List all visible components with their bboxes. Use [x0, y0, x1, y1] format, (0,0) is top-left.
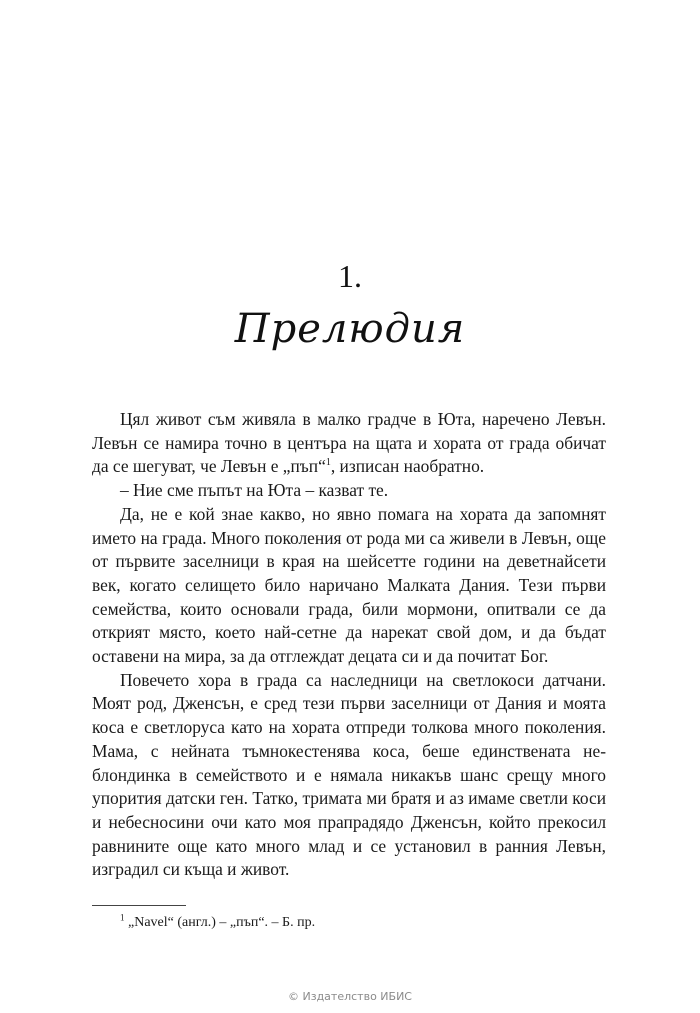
footnote-mark: 1	[120, 912, 125, 923]
footnote-divider	[92, 905, 186, 906]
paragraph-3: Да, не е кой знае какво, но явно помага на хората да запомнят името на града. Много поколения от рода ми са живели в Левън, още от първите заселници в края на шейсетте години на деветнайсети век, когато селището било наричано Малката Дания. Тези първи семейства, които основали града, били мормони, опитвали се да открият място, което най-сетне да нарекат свой дом, и да бъдат оставени на мира, за да отглеждат децата си и да почитат Бог.	[92, 503, 606, 667]
footnote	[120, 914, 315, 932]
footnote-reference[interactable]: 1	[325, 457, 331, 469]
paragraph-2: – Ние сме пъпът на Юта – казват те.	[120, 480, 389, 501]
chapter-title: Прелюдия	[234, 306, 466, 352]
paragraph-4: Повечето хора в града са наследници на светлокоси датчани. Моят род, Дженсън, е сред тези първи заселници от Дания и моята коса е светлоруса като на хората отпреди толкова много поколения. Мама, с нейната тъмнокестенява коса, беше единствената не-блондинка в семейството и е нямала никакъв шанс срещу много упорития датски ген. Татко, тримата ми братя и аз имаме светли коси и небесносини очи като моя прапрадядо Дженсън, който прекосил равнините още като много млад и се установил в ранния Левън, изградил си къща и живот.	[92, 669, 606, 880]
chapter-number: 1.	[338, 258, 362, 294]
body-text	[92, 408, 606, 882]
paragraph-1	[92, 408, 606, 479]
paragraph-1-text: Цял живот съм живяла в малко градче в Юта, наречено Левън. Левън се намира точно в центъра на щата и хората от града обичат да се шегуват, че Левън е „пъп“	[92, 409, 606, 477]
publisher-copyright: © Издателство ИБИС	[288, 990, 412, 1003]
paragraph-1-text-end: , изписан наобратно.	[330, 456, 485, 477]
footnote-text: „Navel“ (англ.) – „пъп“. – Б. пр.	[124, 915, 316, 930]
